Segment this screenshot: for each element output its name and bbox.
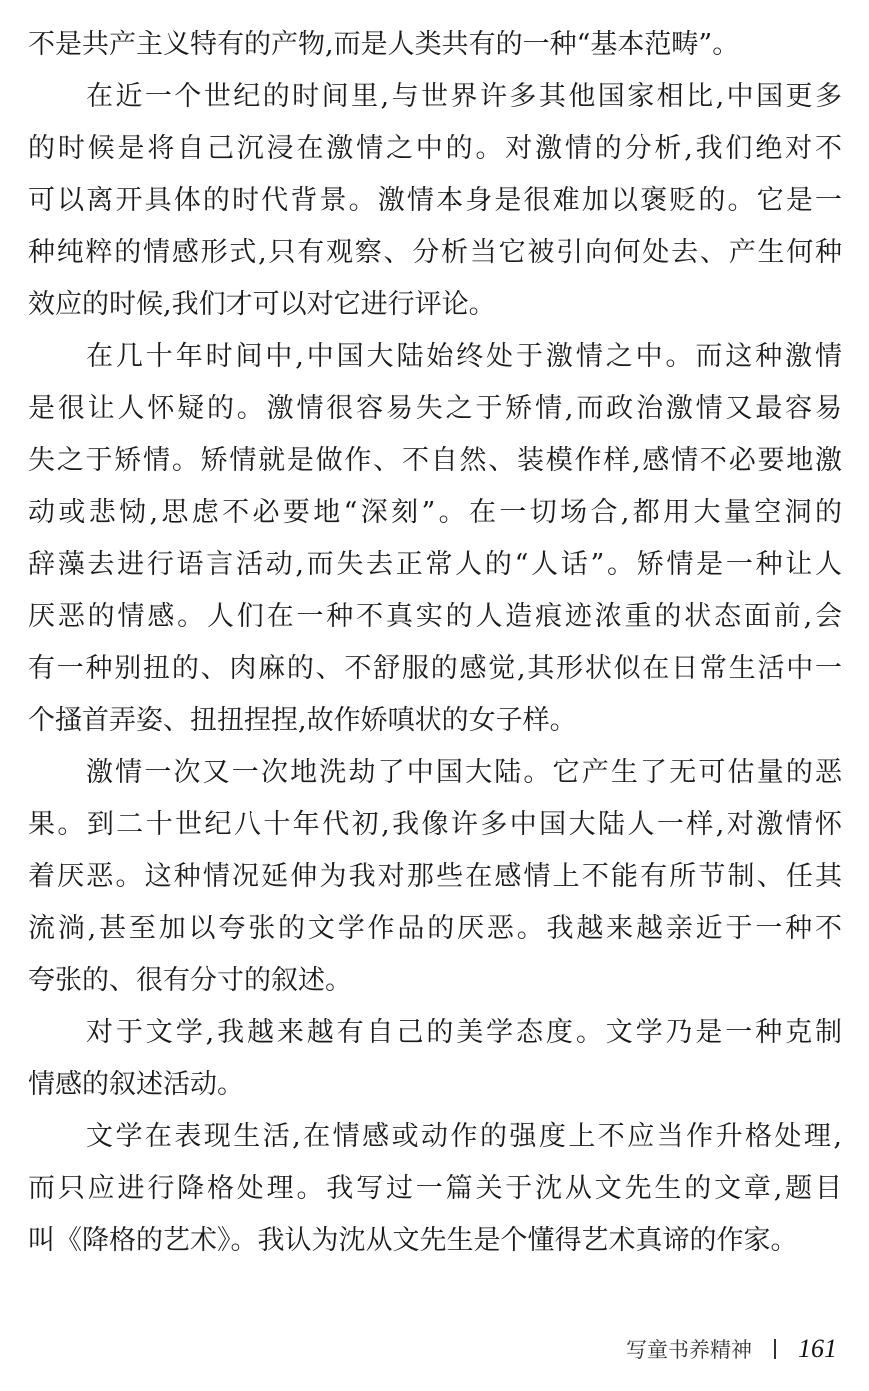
footer-divider: [774, 1339, 776, 1359]
text-line: 激情一次又一次地洗劫了中国大陆。它产生了无可估量的恶: [86, 757, 842, 788]
text-line: 可以离开具体的时代背景。激情本身是很难加以褒贬的。它是一: [28, 185, 842, 216]
paragraph: [28, 331, 842, 747]
paragraph: [28, 747, 842, 1007]
paragraph: [28, 71, 842, 331]
text-line: 辞藻去进行语言活动,而失去正常人的“人话”。矫情是一种让人: [28, 549, 842, 580]
text-line: 而只应进行降格处理。我写过一篇关于沈从文先生的文章,题目: [28, 1173, 842, 1204]
page-footer: [626, 1334, 837, 1364]
text-line: 厌恶的情感。人们在一种不真实的人造痕迹浓重的状态面前,会: [28, 601, 842, 632]
paragraph: [28, 19, 842, 71]
paragraph: [28, 1111, 842, 1267]
text-line: 动或悲恸,思虑不必要地“深刻”。在一切场合,都用大量空洞的: [28, 497, 842, 528]
text-line: 种纯粹的情感形式,只有观察、分析当它被引向何处去、产生何种: [28, 237, 842, 268]
running-title: 写童书养精神: [626, 1338, 752, 1362]
text-line: 果。到二十世纪八十年代初,我像许多中国大陆人一样,对激情怀: [28, 809, 842, 840]
text-line: 对于文学,我越来越有自己的美学态度。文学乃是一种克制: [86, 1017, 842, 1048]
text-line: 在近一个世纪的时间里,与世界许多其他国家相比,中国更多: [86, 81, 842, 112]
text-line: 是很让人怀疑的。激情很容易失之于矫情,而政治激情又最容易: [28, 393, 842, 424]
paragraph: [28, 1007, 842, 1111]
text-line: 有一种别扭的、肉麻的、不舒服的感觉,其形状似在日常生活中一: [28, 653, 842, 684]
text-line: 文学在表现生活,在情感或动作的强度上不应当作升格处理,: [86, 1121, 842, 1152]
page-number: 161: [798, 1334, 837, 1363]
text-line: 的时候是将自己沉浸在激情之中的。对激情的分析,我们绝对不: [28, 133, 842, 164]
text-line: 个搔首弄姿、扭扭捏捏,故作娇嗔状的女子样。: [28, 705, 577, 736]
text-line: 流淌,甚至加以夸张的文学作品的厌恶。我越来越亲近于一种不: [28, 913, 842, 944]
text-line: 情感的叙述活动。: [28, 1069, 244, 1100]
text-line: 在几十年时间中,中国大陆始终处于激情之中。而这种激情: [86, 341, 842, 372]
text-line: 效应的时候,我们才可以对它进行评论。: [28, 289, 496, 320]
text-line: 着厌恶。这种情况延伸为我对那些在感情上不能有所节制、任其: [28, 861, 842, 892]
text-line: 叫《降格的艺术》。我认为沈从文先生是个懂得艺术真谛的作家。: [28, 1225, 798, 1256]
body-text: [28, 19, 842, 1267]
text-line: 不是共产主义特有的产物,而是人类共有的一种“基本范畴”。: [28, 29, 740, 60]
text-line: 失之于矫情。矫情就是做作、不自然、装模作样,感情不必要地激: [28, 445, 842, 476]
text-line: 夸张的、很有分寸的叙述。: [28, 965, 352, 996]
